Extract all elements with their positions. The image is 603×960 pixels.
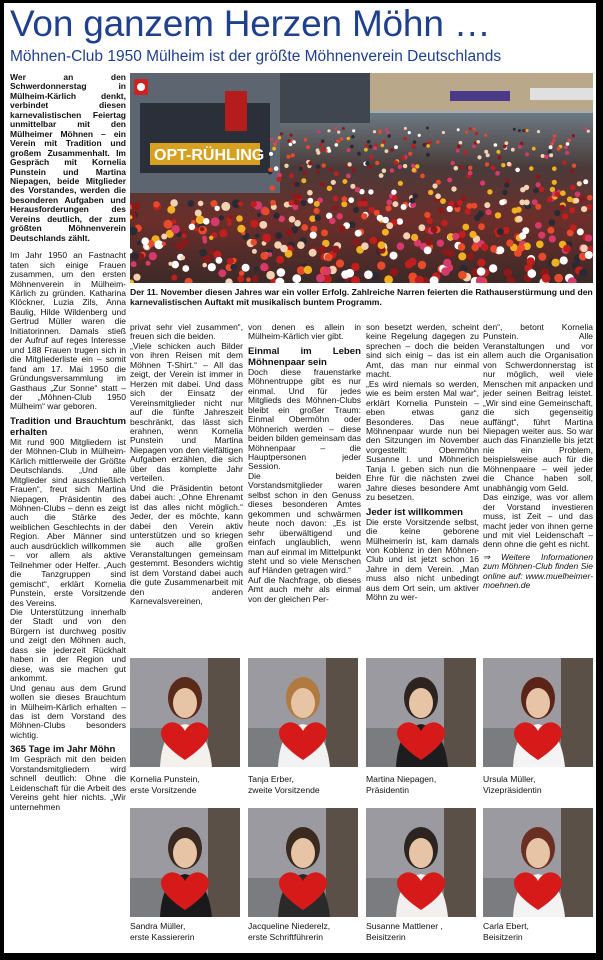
portrait-name: Jacqueline Niederelz, [248, 921, 331, 931]
portrait-caption [483, 921, 595, 942]
portrait-name: Kornelia Punstein, [130, 774, 200, 784]
portrait-role: erste Schriftführerin [248, 931, 323, 942]
portrait-role: zweite Vorsitzende [248, 784, 320, 795]
col2-paragraph-3: Und die Präsidentin betont dabei auch: „Ohne Ehrenamt ist das alles nicht möglich.“ Jeder, der es möchte, kann dabei den Verein aktiv unterstützen und so kriegen sie auch alle großen Veranstaltungen gemeinsam gestemmt. Besonders wichtig ist dem Vorstand dabei auch die gute Zusammenarbeit mit den anderen Karnevalsvereinen, [130, 482, 243, 607]
carnival-crowd-photo [130, 73, 593, 283]
col1-paragraph-1: Im Jahr 1950 an Fastnacht taten sich einige Frauen zusammen, um den ersten Möhnenverein in Mülheim-Kärlich zu gründen. Katharina Klöckner, Luzia Zils, Anna Baulig, Hilde Wildenberg und Gertrud Müller waren die Initiatorinnen. Damals stieß der Aufruf auf reges Interesse und 188 Frauen trugen sich in die Mitgliederliste ein – somit fand am 17. Mai 1950 die Gründungsversammlung im Gasthaus „Zur Sonne“ statt – der „Möhnen-Club 1950 Mülheim“ war geboren. [10, 250, 126, 412]
photo-caption: Der 11. November diesen Jahres war ein voller Erfolg. Zahlreiche Narren feierten die Rathauserstürmung und den karnevalistischen Auftakt mit musikalisch buntem Programm. [130, 287, 593, 307]
subheading-moehnenpaar: Einmal im Leben Möhnenpaar sein [248, 345, 361, 368]
newspaper-page [4, 3, 596, 953]
col4-paragraph-2: „Es wird niemals so werden, wie es beim ersten Mal war“, erklärt Kornelia Punstein – eben etwas ganz Besonderes. Das neue Möhnenpaar wurde nun bei den Sitzungen im November vorgestellt: Obermöhn Susanne I. und Möhnerich Tanja I. geben sich nun die Ehre für die nächsten zwei Jahre dieses besondere Amt zu besetzen. [366, 378, 479, 503]
col3-paragraph-3: Die beiden Vorstandsmitglieder waren selbst schon in den Genuss dieses besonderen Amtes gekommen und schwärmen heute noch davon: „Es ist sehr überwältigend und einfach unglaublich, wenn man auf einmal im Mittelpunkt steht und so viele Menschen auf Händen getragen wird.“ [248, 470, 361, 576]
stage-banner: OPT-RÜHLING [154, 147, 265, 164]
portrait-role: Präsidentin [366, 784, 409, 795]
portrait-photo [130, 658, 240, 767]
portrait-caption [483, 774, 595, 795]
portrait-photo [130, 808, 240, 917]
col3-paragraph-2: Doch diese frauenstarke Möhnentruppe gibt es nur einmal. Und für jedes Mitglieds des Möhnen-Clubs bleibt ein großer Traum: Einmal Obermöhn oder Möhnerich werden – diese beiden bilden gemeinsam das Möhnenpaar – die Hauptpersonen jeder Session. [248, 366, 361, 472]
portrait-name: Ursula Müller, [483, 774, 536, 784]
subheading-tradition: Tradition und Brauchtum erhalten [10, 415, 126, 438]
portrait-role: erste Kassiererin [130, 931, 195, 942]
col5-paragraph-2: Das einzige, was vor allem der Vorstand investieren muss, ist Zeit – und das macht jeder von ihnen gerne und mit viel Leidenschaft – denn ohne die geht es nicht. [483, 492, 593, 550]
portrait-caption [366, 921, 478, 942]
portrait-name: Martina Niepagen, [366, 774, 437, 784]
col2-paragraph-1: privat sehr viel zusammen“, freuen sich die beiden. [130, 323, 243, 342]
portrait-caption [366, 774, 478, 795]
col4-paragraph-3: Die erste Vorsitzende selbst, die keine geborene Mülheimerin ist, kam damals von Koblenz in den Möhnen-Club und ist jetzt schon 16 Jahre in dem Verein. „Man muss also nicht unbedingt aus dem Ort sein, um aktiver Möhn zu wer- [366, 516, 479, 603]
portrait-photo [248, 658, 358, 767]
column-5 [483, 323, 593, 653]
crowd-illustration [130, 73, 593, 283]
column-2 [130, 323, 243, 653]
portrait-name: Susanne Mattlener , [366, 921, 443, 931]
portrait-role: Vizepräsidentin [483, 784, 542, 795]
subheading-willkommen: Jeder ist willkommen [366, 506, 464, 518]
portrait-role: Beisitzerin [366, 931, 406, 942]
portrait-caption [248, 921, 360, 942]
portrait-name: Carla Ebert, [483, 921, 529, 931]
more-info-link[interactable]: ⇒ Weitere Informationen zum Möhnen-Club finden Sie online auf: www.muelheimer-moehnen.de [483, 551, 593, 591]
col3-paragraph-4: Auf die Nachfrage, ob dieses Amt auch mehr als einmal von der gleichen Per- [248, 574, 361, 604]
portrait-caption [248, 774, 360, 795]
portrait-name: Sandra Müller, [130, 921, 186, 931]
col1-paragraph-5: Im Gespräch mit den beiden Vorstandsmitgliedern wird schnell deutlich: Ohne die Leidenschaft für die Arbeit des Vereins geht hier nichts. „Wir unternehmen [10, 754, 126, 812]
portrait-role: Beisitzerin [483, 931, 523, 942]
subheadline: Möhnen-Club 1950 Mülheim ist der größte Möhnenverein Deutschlands [10, 48, 502, 65]
portrait-name: Tanja Erber, [248, 774, 294, 784]
portrait-photo [366, 808, 476, 917]
headline: Von ganzem Herzen Möhn … [10, 3, 491, 44]
col4-paragraph-1: son besetzt werden, scheint keine Regelung dagegen zu sprechen – doch die beiden sind sich einig – das ist ein Amt, das man nur einmal macht. [366, 323, 479, 380]
column-3 [248, 323, 361, 653]
portrait-role: erste Vorsitzende [130, 784, 197, 795]
portrait-caption [130, 774, 242, 795]
subheading-365-tage: 365 Tage im Jahr Möhn [10, 744, 116, 756]
column-1 [10, 73, 126, 951]
portrait-photo [483, 658, 593, 767]
portrait-photo [366, 658, 476, 767]
col1-paragraph-2: Mit rund 900 Mitgliedern ist der Möhnen-Club in Mülheim-Kärlich mittlerweile der Größte Deutschlands. „Und alle Mitglieder sind ausschließlich Frauen“, freut sich Martina Niepagen, Präsidentin des Möhnen-Clubs – denn es zeigt auch die Stärke des weiblichen Geschlechts in der Region. Aber Männer sind auch ausdrücklich willkommen – vor allem als aktive Teilnehmer oder Helfer. „Auch die Tanzgruppen sind gemischt“, erklärt Kornelia Punstein, erste Vorsitzende des Vereins. [10, 436, 126, 608]
col1-paragraph-4: Und genau aus dem Grund wollen sie dieses Brauchtum in Mülheim-Kärlich erhalten – das ist dem Vorstand des Möhnen-Clubs besonders wichtig. [10, 682, 126, 740]
portrait-photo [483, 808, 593, 917]
col1-paragraph-3: Die Unterstützung innerhalb der Stadt und von den Bürgern ist durchweg positiv und zeigt den Möhnen auch, dass sie jederzeit Rückhalt haben in der Region und diese, was sie machen gut ankommt. [10, 607, 126, 684]
portrait-caption [130, 921, 242, 942]
intro-paragraph: Wer an den Schwerdonnerstag in Mülheim-Kärlich denkt, verbindet diesen karnevalistischen Feiertag unmittelbar mit den Mülheimer Möhnen – ein Verein mit Tradition und großem Zusammenhalt. Im Gespräch mit Kornelia Punstein und Martina Niepagen, beide Mitglieder des Vorstandes, werden die besonderen Aufgaben und Herausforderungen des Vereins deutlich, der zum größten Möhnenverein Deutschlands zählt. [10, 73, 126, 243]
col3-paragraph-1: von denen es allein in Mülheim-Kärlich vier gibt. [248, 323, 361, 342]
col5-paragraph-1: den“, betont Kornelia Punstein. Alle Veranstaltungen und vor allem auch die Organisation von Schwerdonnerstag ist nur möglich, weil viele Menschen mit anpacken und jeder seinen Beitrag leistet. „Wir sind eine Gemeinschaft, die sich gegenseitig auffängt“, führt Martina Niepagen weiter aus. So war auch das Finanzielle bis jetzt nie ein Problem, beispielsweise auch für die Möhnenpaare – weil jeder die Chance haben soll, unabhängig vom Geld. [483, 323, 593, 493]
portrait-photo [248, 808, 358, 917]
col2-paragraph-2: „Viele schicken auch Bilder von ihren Reisen mit dem Möhnen T-Shirt.“ – All das zeigt, der Verein ist immer in Herzen mit dabei. Und dass sich der Einsatz der Vereinsmitglieder nicht nur auf die fünfte Jahreszeit beschränkt, das lässt sich erahnen, wenn Kornelia Punstein und Martina Niepagen von den vielfältigen Aufgaben erzählen, die sich über das komplette Jahr verteilen. [130, 340, 243, 484]
column-4 [366, 323, 479, 653]
